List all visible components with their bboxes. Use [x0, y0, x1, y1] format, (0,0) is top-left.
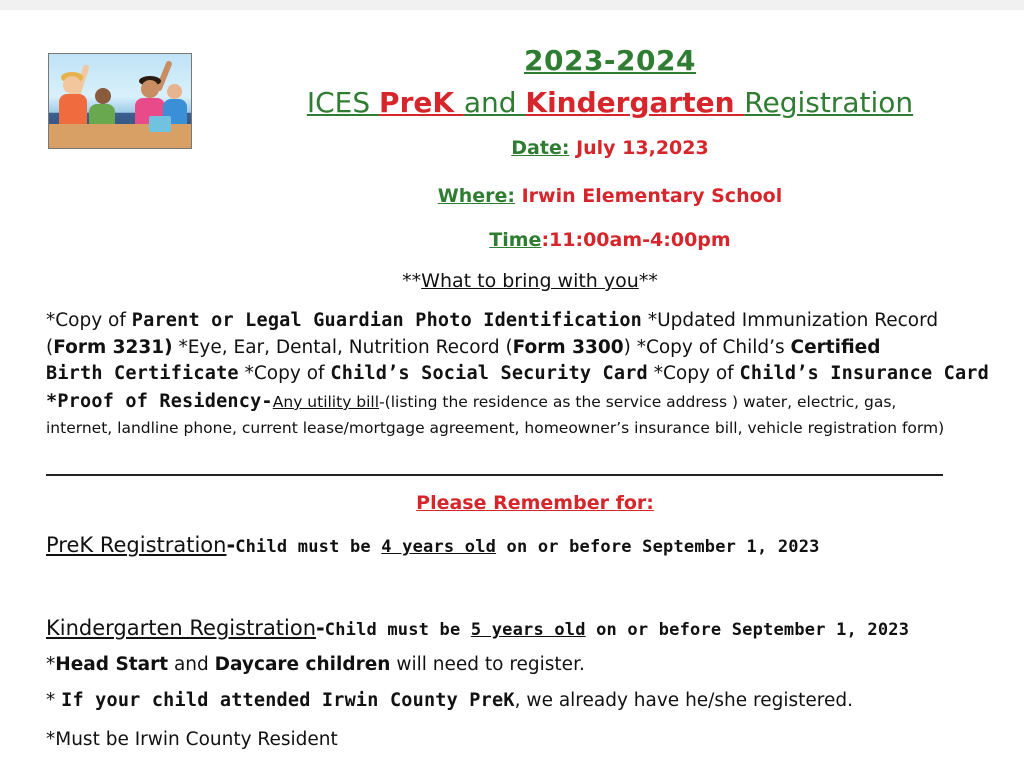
req-text: *Copy of [46, 310, 132, 331]
title-prefix: ICES [306, 86, 380, 119]
note-text: will need to register. [390, 654, 585, 675]
bring-label: What to bring with you [421, 270, 639, 292]
req-text: *Updated Immunization Record [642, 310, 939, 331]
note-bold: Daycare children [214, 654, 391, 675]
requirements-line-5: internet, landline phone, current lease/mortgage agreement, homeowner’s insurance bill, vehicle registration form) [46, 419, 945, 437]
event-time [270, 229, 950, 251]
requirements-line-4 [46, 391, 1016, 412]
req-bold: Certified [790, 337, 881, 358]
divider [46, 474, 943, 476]
prek-age: 4 years old [381, 537, 497, 557]
requirements-line-3 [46, 363, 1016, 384]
time-value: :11:00am-4:00pm [541, 229, 731, 251]
child-figure [89, 104, 115, 126]
prek-text: Child must be [235, 537, 382, 557]
resident-note: *Must be Irwin County Resident [46, 729, 338, 750]
where-label: Where: [437, 185, 515, 207]
note-text: and [168, 654, 215, 675]
note-text: * [46, 690, 62, 711]
event-location [270, 185, 950, 207]
school-year-heading: 2023-2024 [524, 44, 696, 77]
req-bold: Child’s Social Security Card [330, 363, 648, 384]
attended-prek-note [46, 690, 1016, 711]
title-kindergarten: Kindergarten [525, 86, 745, 119]
classroom-children-photo [48, 53, 192, 149]
req-text: *Copy of [238, 363, 331, 384]
time-label: Time [489, 229, 542, 251]
req-bold: Parent or Legal Guardian Photo Identification [131, 310, 642, 331]
event-date [270, 137, 950, 159]
note-text: , we already have he/she registered. [514, 690, 853, 711]
date-value: July 13,2023 [569, 137, 709, 159]
title-suffix: Registration [744, 86, 914, 119]
child-head [141, 80, 159, 98]
child-figure [59, 94, 87, 124]
date-label: Date: [511, 137, 570, 159]
req-text: Any utility bill [272, 393, 380, 411]
child-head [167, 84, 182, 99]
book [149, 116, 171, 132]
kindergarten-text: on or before September 1, 2023 [585, 620, 910, 640]
req-text: *Eye, Ear, Dental, Nutrition Record ( [172, 337, 513, 358]
req-bold: Form 3300 [512, 337, 624, 358]
req-text: ( [46, 337, 54, 358]
note-text: * [46, 654, 56, 675]
note-bold: If your child attended Irwin County PreK [61, 690, 515, 711]
bring-prefix: ** [402, 270, 422, 292]
top-bar [0, 0, 1024, 10]
dash: - [226, 533, 236, 557]
req-bold: Birth Certificate [46, 363, 239, 384]
where-value: Irwin Elementary School [515, 185, 783, 207]
req-text: -(listing the residence as the service address ) water, electric, gas, [379, 393, 897, 411]
requirements-line-2 [46, 337, 1016, 358]
requirements-line-1 [46, 310, 1016, 331]
headstart-note [46, 654, 1016, 675]
kindergarten-text: Child must be [324, 620, 471, 640]
req-bold: Form 3231) [53, 337, 173, 358]
kindergarten-age: 5 years old [470, 620, 586, 640]
remember-heading: Please Remember for: [416, 492, 654, 514]
req-text: ) *Copy of Child’s [623, 337, 791, 358]
prek-text: on or before September 1, 2023 [496, 537, 820, 557]
req-bold: Child’s Insurance Card [739, 363, 989, 384]
prek-label: PreK Registration [46, 533, 227, 557]
bring-suffix: ** [638, 270, 658, 292]
kindergarten-requirement [46, 616, 1016, 640]
title-prek: PreK [379, 86, 464, 119]
page-title [260, 86, 960, 119]
prek-requirement [46, 533, 1016, 557]
bring-heading [230, 270, 830, 292]
req-text: *Copy of [647, 363, 740, 384]
req-bold: *Proof of Residency- [46, 391, 273, 412]
note-bold: Head Start [55, 654, 169, 675]
dash: - [316, 616, 325, 640]
child-head [63, 76, 81, 94]
title-and: and [463, 86, 526, 119]
child-head [95, 88, 111, 104]
kindergarten-label: Kindergarten Registration [46, 616, 317, 640]
